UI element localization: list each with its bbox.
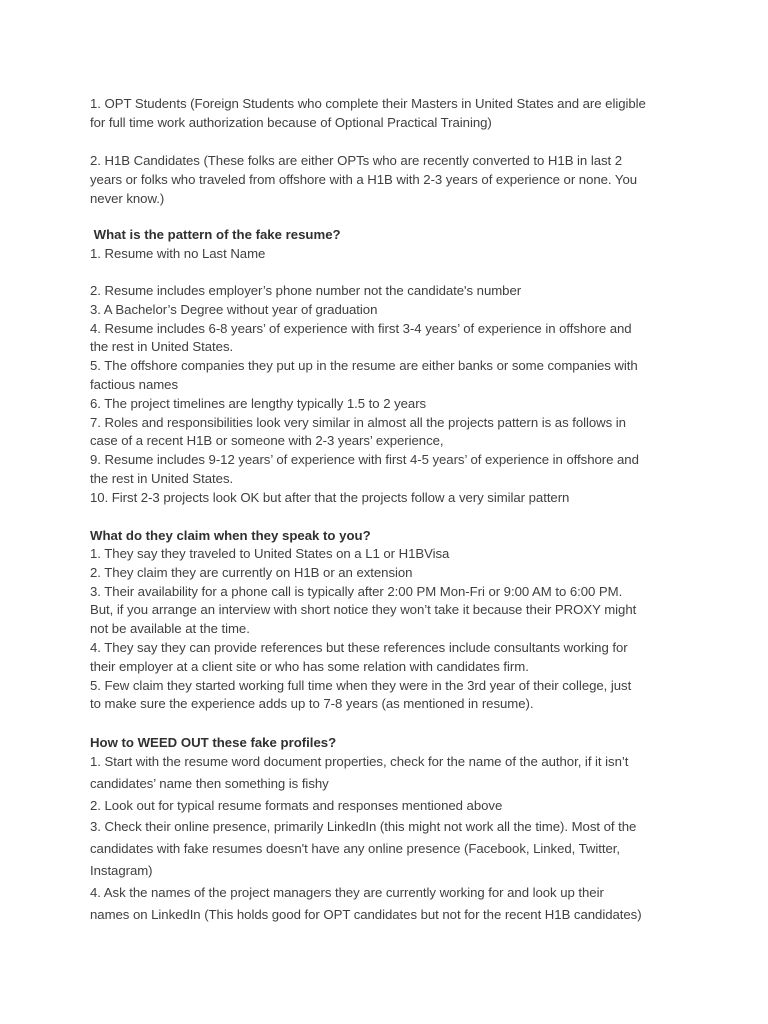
weed-out-list [90, 751, 690, 925]
list-item: But, if you arrange an interview with short notice they won’t take it because their PROXY might [90, 602, 637, 618]
list-item: not be available at the time. [90, 621, 250, 637]
list-item: 4. Resume includes 6-8 years’ of experience with first 3-4 years’ of experience in offshore and [90, 320, 632, 336]
claims-list [90, 545, 690, 714]
pattern-heading: What is the pattern of the fake resume? [90, 227, 341, 242]
text-line: 2. H1B Candidates (These folks are either OPTs who are recently converted to H1B in last 2 [90, 153, 623, 168]
weed-out-heading: How to WEED OUT these fake profiles? [90, 735, 337, 750]
list-item: 4. They say they can provide references but these references include consultants working for [90, 639, 628, 655]
list-item: the rest in United States. [90, 470, 234, 486]
list-item: 5. Few claim they started working full time when they were in the 3rd year of their college, just [90, 677, 632, 693]
list-item: 5. The offshore companies they put up in the resume are either banks or some companies with [90, 358, 638, 374]
claims-heading: What do they claim when they speak to you? [90, 528, 371, 543]
list-item: 3. Their availability for a phone call is typically after 2:00 PM Mon-Fri or 9:00 AM to 6:00 PM. [90, 583, 623, 599]
intro-h1b-paragraph [90, 151, 690, 208]
pattern-list [90, 282, 690, 508]
list-item: 4. Ask the names of the project managers they are currently working for and look up their [90, 884, 604, 900]
list-item: names on LinkedIn (This holds good for OPT candidates but not for the recent H1B candidates) [90, 906, 642, 922]
list-item: 10. First 2-3 projects look OK but after that the projects follow a very similar pattern [90, 489, 570, 505]
list-item: 3. A Bachelor’s Degree without year of graduation [90, 301, 378, 317]
text-line: for full time work authorization because of Optional Practical Training) [90, 115, 492, 130]
list-item: 3. Check their online presence, primarily LinkedIn (this might not work all the time). Most of the [90, 819, 637, 835]
list-item: 2. Resume includes employer’s phone number not the candidate's number [90, 283, 522, 298]
list-item: their employer at a client site or who has some relation with candidates firm. [90, 658, 529, 674]
list-item: 9. Resume includes 9-12 years’ of experience with first 4-5 years’ of experience in offshore and [90, 452, 639, 468]
list-item: 1. Start with the resume word document properties, check for the name of the author, if it isn’t [90, 754, 629, 769]
list-item: to make sure the experience adds up to 7-8 years (as mentioned in resume). [90, 696, 534, 712]
list-item: factious names [90, 376, 178, 392]
list-item: 2. Look out for typical resume formats and responses mentioned above [90, 797, 503, 813]
list-item: the rest in United States. [90, 339, 234, 355]
list-item: 7. Roles and responsibilities look very similar in almost all the projects pattern is as follows in [90, 414, 626, 430]
text-line: 1. OPT Students (Foreign Students who complete their Masters in United States and are eligible [90, 96, 646, 111]
pattern-first-item [90, 244, 690, 263]
intro-opt-paragraph [90, 94, 690, 132]
list-item: 1. They say they traveled to United States on a L1 or H1BVisa [90, 546, 450, 561]
list-item: 6. The project timelines are lengthy typically 1.5 to 2 years [90, 395, 427, 411]
text-line: 1. Resume with no Last Name [90, 246, 266, 261]
list-item: Instagram) [90, 862, 153, 878]
list-item: case of a recent H1B or someone with 2-3 years’ experience, [90, 433, 444, 449]
text-line: never know.) [90, 191, 165, 206]
list-item: candidates’ name then something is fishy [90, 775, 329, 791]
text-line: years or folks who traveled from offshore with a H1B with 2-3 years of experience or none. You [90, 172, 638, 187]
list-item: candidates with fake resumes doesn't have any online presence (Facebook, Linked, Twitter, [90, 841, 621, 857]
list-item: 2. They claim they are currently on H1B or an extension [90, 564, 413, 580]
